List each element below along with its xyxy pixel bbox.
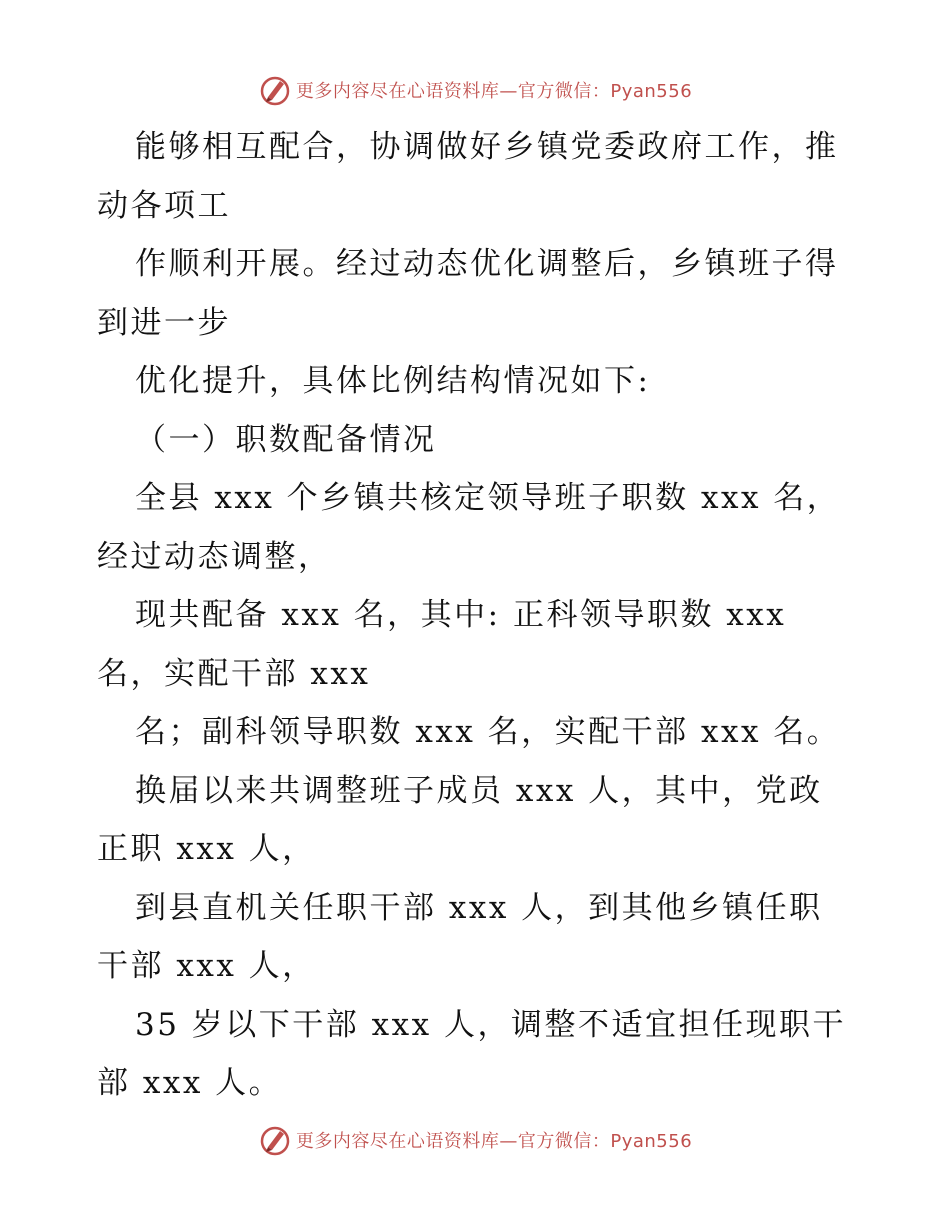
text-line: 全县 xxx 个乡镇共核定领导班子职数 xxx 名， [135, 480, 841, 516]
footer-watermark [0, 1120, 950, 1160]
text-line: 作顺利开展。经过动态优化调整后，乡镇班子得 [135, 246, 839, 282]
text-line: 动各项工 [97, 187, 231, 224]
pen-logo-icon [258, 1123, 292, 1157]
pen-logo-icon [258, 73, 292, 107]
watermark-text: 更多内容尽在心语资料库—官方微信：Pyan556 [295, 81, 693, 102]
text-line: 正职 xxx 人， [97, 831, 316, 867]
text-line: 能够相互配合，协调做好乡镇党委政府工作，推 [135, 129, 839, 165]
text-line: 到进一步 [97, 304, 231, 341]
header-watermark [0, 70, 950, 110]
text-line: 部 xxx 人。 [97, 1065, 283, 1101]
text-line: 优化提升，具体比例结构情况如下: [135, 363, 651, 399]
text-line: 35 岁以下干部 xxx 人，调整不适宜担任现职干 [135, 1006, 846, 1043]
text-line: （一）职数配备情况 [135, 421, 437, 458]
text-line: 名，实配干部 xxx [97, 655, 371, 692]
text-line: 干部 xxx 人， [97, 948, 316, 984]
text-line: 经过动态调整， [97, 538, 332, 575]
text-line: 现共配备 xxx 名，其中: 正科领导职数 xxx [135, 597, 787, 633]
text-line: 名；副科领导职数 xxx 名，实配干部 xxx 名。 [135, 714, 841, 750]
watermark-text: 更多内容尽在心语资料库—官方微信：Pyan556 [295, 1131, 693, 1152]
text-line: 换届以来共调整班子成员 xxx 人，其中，党政 [135, 772, 823, 809]
document-body [97, 118, 857, 1113]
text-line: 到县直机关任职干部 xxx 人，到其他乡镇任职 [135, 889, 823, 926]
